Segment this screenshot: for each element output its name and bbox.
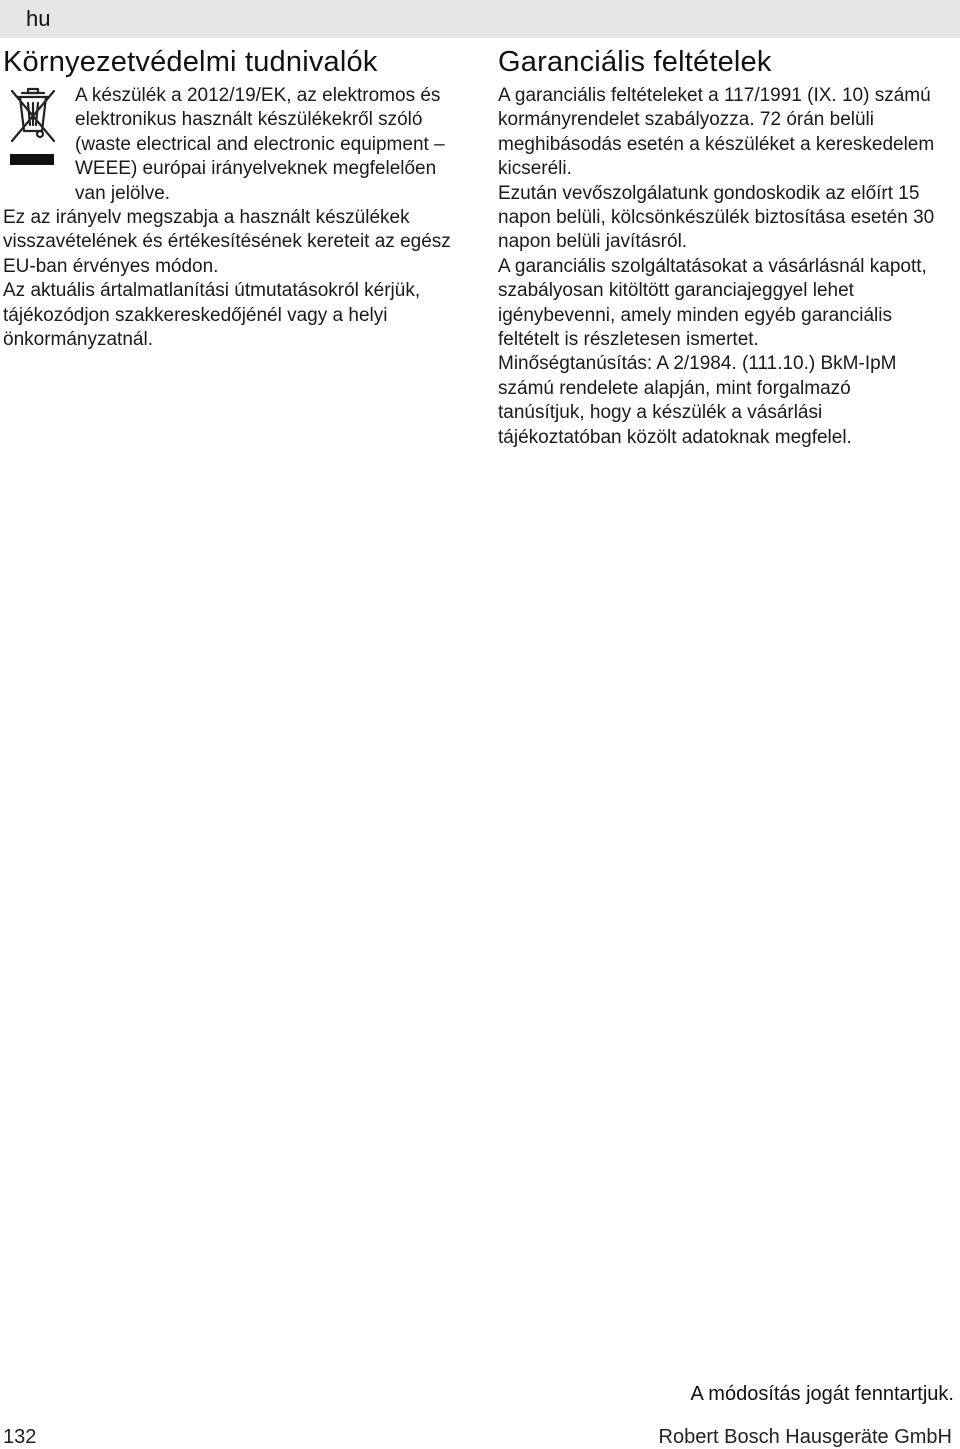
environment-paragraph: Az aktuális ártalmatlanítási útmutatásokról kérjük, tájékozódjon szakkereskedőjénél vagy a helyi önkormányzatnál. bbox=[3, 280, 421, 351]
weee-paragraph: A készülék a 2012/19/EK, az elektromos és elektronikus használt készülékekről szóló (waste electrical and electronic equipment – WEEE) európai irányelveknek megfelelően van jelölve. bbox=[75, 85, 445, 204]
environment-paragraph: Ez az irányelv megszabja a használt készülékek visszavételének és értékesítésének kereteit az egész EU-ban érvényes módon. bbox=[3, 207, 451, 277]
language-header-bar bbox=[0, 0, 960, 38]
footer-note: A módosítás jogát fenntartjuk. bbox=[690, 1383, 954, 1405]
warranty-paragraph: A garanciális feltételeket a 117/1991 (IX. 10) számú kormányrendelet szabályozza. 72 órán belüli meghibásodás esetén a készüléket a kereskedelem kicseréli. bbox=[498, 85, 935, 180]
company-name: Robert Bosch Hausgeräte GmbH bbox=[658, 1426, 952, 1448]
crossed-out-wheelie-bin-icon bbox=[8, 87, 58, 167]
warranty-paragraph: Ezután vevőszolgálatunk gondoskodik az előírt 15 napon belüli, kölcsönkészülék biztosítása esetén 30 napon belüli javításról. bbox=[498, 182, 935, 253]
warranty-section bbox=[498, 40, 938, 450]
environment-section bbox=[3, 40, 465, 352]
language-code: hu bbox=[26, 6, 51, 31]
page-number: 132 bbox=[3, 1426, 37, 1448]
warranty-paragraph: Minőségtanúsítás: A 2/1984. (111.10.) BkM-IpM számú rendelete alapján, mint forgalmazó tanúsítjuk, hogy a készülék a vásárlási tájékoztatóban közölt adatoknak megfelel. bbox=[498, 353, 897, 448]
environment-title: Környezetvédelmi tudnivalók bbox=[3, 46, 378, 78]
warranty-title: Garanciális feltételek bbox=[498, 46, 772, 78]
weee-block bbox=[3, 84, 465, 206]
warranty-paragraph: A garanciális szolgáltatásokat a vásárlásnál kapott, szabályosan kitöltött garanciajeggyel lehet igénybevenni, amely minden egyéb garanciális feltételt is részletesen ismertet. bbox=[498, 255, 927, 351]
